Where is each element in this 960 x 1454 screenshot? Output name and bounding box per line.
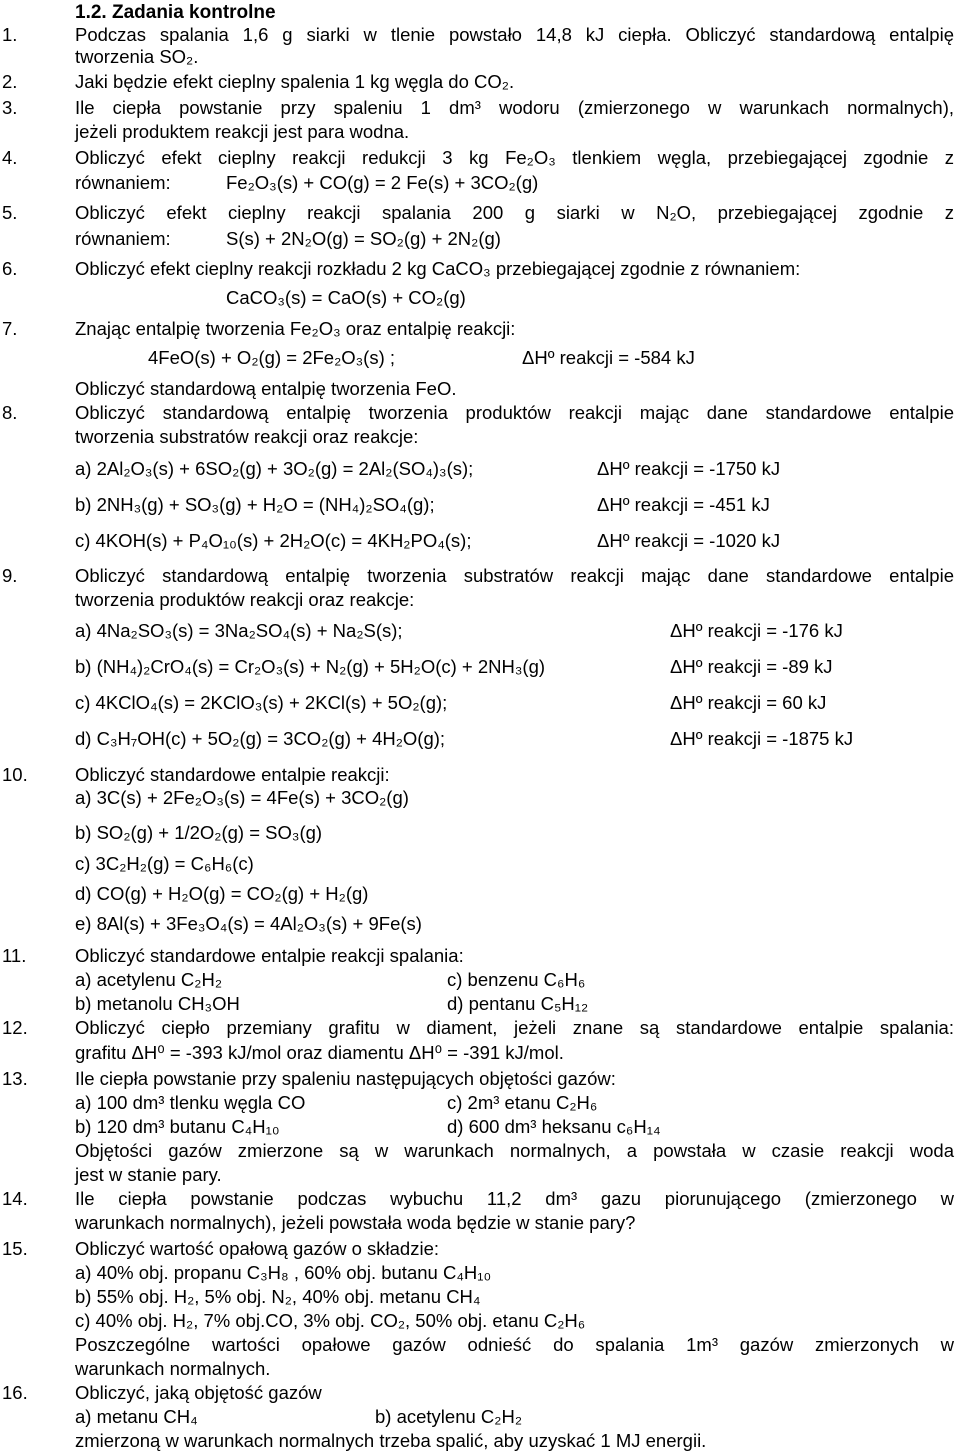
task-text: Obliczyć standardową entalpię tworzenia FeO.	[75, 378, 457, 399]
task-text: Obliczyć standardowe entalpie reakcji spalania:	[75, 945, 464, 966]
task-number: 10.	[2, 764, 28, 785]
task-text: Ile ciepła powstanie podczas wybuchu 11,2 dm³ gazu piorunującego (zmierzonego w	[75, 1188, 954, 1209]
task-text: Ile ciepła powstanie przy spaleniu 1 dm³ wodoru (zmierzonego w warunkach normalnych),	[75, 97, 954, 118]
task-number: 3.	[2, 97, 18, 118]
enthalpy-value: ΔHº reakcji = -1020 kJ	[597, 530, 781, 551]
task-number: 1.	[2, 24, 18, 45]
task-text: grafitu ΔH⁰ = -393 kJ/mol oraz diamentu ΔH⁰ = -391 kJ/mol.	[75, 1042, 564, 1063]
task-text: jeżeli produktem reakcji jest para wodna.	[75, 121, 410, 142]
task-number: 14.	[2, 1188, 28, 1209]
equation: a) 2Al₂O₃(s) + 6SO₂(g) + 3O₂(g) = 2Al₂(SO₄)₃(s);	[75, 458, 474, 479]
task-option: b) 55% obj. H₂, 5% obj. N₂, 40% obj. metanu CH₄	[75, 1286, 481, 1307]
task-option: b) 120 dm³ butanu C₄H₁₀	[75, 1116, 280, 1137]
enthalpy-value: ΔHº reakcji = -451 kJ	[597, 494, 770, 515]
task-text: Znając entalpię tworzenia Fe₂O₃ oraz entalpię reakcji:	[75, 318, 516, 339]
task-text: Obliczyć standardową entalpię tworzenia produktów reakcji mając dane standardowe entalpie	[75, 402, 954, 423]
equation: b) (NH₄)₂CrO₄(s) = Cr₂O₃(s) + N₂(g) + 5H₂O(c) + 2NH₃(g)	[75, 656, 546, 677]
task-text: równaniem:	[75, 172, 171, 193]
task-option: c) 40% obj. H₂, 7% obj.CO, 3% obj. CO₂, 50% obj. etanu C₂H₆	[75, 1310, 586, 1331]
equation: c) 4KClO₄(s) = 2KClO₃(s) + 2KCl(s) + 5O₂(g);	[75, 692, 448, 713]
enthalpy-value: ΔHº reakcji = -584 kJ	[522, 347, 695, 368]
task-text: Obliczyć efekt cieplny reakcji redukcji 3 kg Fe₂O₃ tlenkiem węgla, przebiegającej zgodnie z	[75, 147, 954, 168]
section-heading: 1.2. Zadania kontrolne	[75, 2, 276, 23]
task-text: jest w stanie pary.	[75, 1164, 222, 1185]
task-text: Obliczyć standardową entalpię tworzenia substratów reakcji mając dane standardowe entalpie	[75, 565, 954, 586]
task-text: Ile ciepła powstanie przy spaleniu następujących objętości gazów:	[75, 1068, 616, 1089]
enthalpy-value: ΔHº reakcji = -176 kJ	[670, 620, 843, 641]
task-number: 8.	[2, 402, 18, 423]
task-option: d) 600 dm³ heksanu c₆H₁₄	[447, 1116, 661, 1137]
task-text: warunkach normalnych), jeżeli powstała woda będzie w stanie pary?	[75, 1212, 636, 1233]
task-number: 11.	[2, 945, 27, 966]
task-text: Obliczyć, jaką objętość gazów	[75, 1382, 322, 1403]
task-text: Obliczyć efekt cieplny reakcji spalania 200 g siarki w N₂O, przebiegającej zgodnie z	[75, 202, 954, 223]
equation: Fe₂O₃(s) + CO(g) = 2 Fe(s) + 3CO₂(g)	[226, 172, 539, 193]
task-text: warunkach normalnych.	[75, 1358, 271, 1379]
task-text: tworzenia produktów reakcji oraz reakcje:	[75, 589, 415, 610]
task-text: Obliczyć efekt cieplny reakcji rozkładu 2 kg CaCO₃ przebiegającej zgodnie z równaniem:	[75, 258, 801, 279]
equation: d) CO(g) + H₂O(g) = CO₂(g) + H₂(g)	[75, 883, 369, 904]
task-number: 7.	[2, 318, 18, 339]
task-text: Podczas spalania 1,6 g siarki w tlenie powstało 14,8 kJ ciepła. Obliczyć standardową entalpię	[75, 24, 954, 45]
equation: a) 3C(s) + 2Fe₂O₃(s) = 4Fe(s) + 3CO₂(g)	[75, 787, 409, 808]
task-text: Objętości gazów zmierzone są w warunkach normalnych, a powstała w czasie reakcji woda	[75, 1140, 954, 1161]
task-option: a) acetylenu C₂H₂	[75, 969, 223, 990]
task-option: b) metanolu CH₃OH	[75, 993, 240, 1014]
task-number: 9.	[2, 565, 18, 586]
task-number: 15.	[2, 1238, 28, 1259]
task-text: Jaki będzie efekt cieplny spalenia 1 kg węgla do CO₂.	[75, 71, 515, 92]
task-text: tworzenia substratów reakcji oraz reakcje:	[75, 426, 419, 447]
task-number: 16.	[2, 1382, 28, 1403]
task-option: a) metanu CH₄	[75, 1406, 198, 1427]
equation: d) C₃H₇OH(c) + 5O₂(g) = 3CO₂(g) + 4H₂O(g);	[75, 728, 446, 749]
task-text: równaniem:	[75, 228, 171, 249]
task-option: c) 2m³ etanu C₂H₆	[447, 1092, 598, 1113]
task-number: 4.	[2, 147, 18, 168]
enthalpy-value: ΔHº reakcji = -1750 kJ	[597, 458, 781, 479]
task-number: 6.	[2, 258, 18, 279]
task-text: zmierzoną w warunkach normalnych trzeba spalić, aby uzyskać 1 MJ energii.	[75, 1430, 707, 1451]
enthalpy-value: ΔHº reakcji = -89 kJ	[670, 656, 833, 677]
task-option: c) benzenu C₆H₆	[447, 969, 586, 990]
equation: CaCO₃(s) = CaO(s) + CO₂(g)	[226, 287, 466, 308]
enthalpy-value: ΔHº reakcji = 60 kJ	[670, 692, 827, 713]
equation: a) 4Na₂SO₃(s) = 3Na₂SO₄(s) + Na₂S(s);	[75, 620, 403, 641]
task-number: 5.	[2, 202, 18, 223]
task-number: 13.	[2, 1068, 28, 1089]
task-option: b) acetylenu C₂H₂	[375, 1406, 523, 1427]
equation: e) 8Al(s) + 3Fe₃O₄(s) = 4Al₂O₃(s) + 9Fe(s)	[75, 913, 422, 934]
task-text: Poszczególne wartości opałowe gazów odnieść do spalania 1m³ gazów zmierzonych w	[75, 1334, 954, 1355]
task-option: d) pentanu C₅H₁₂	[447, 993, 589, 1014]
equation: c) 3C₂H₂(g) = C₆H₆(c)	[75, 853, 254, 874]
task-text: Obliczyć wartość opałową gazów o składzie:	[75, 1238, 439, 1259]
equation: S(s) + 2N₂O(g) = SO₂(g) + 2N₂(g)	[226, 228, 501, 249]
task-option: a) 40% obj. propanu C₃H₈ , 60% obj. butanu C₄H₁₀	[75, 1262, 492, 1283]
task-text: Obliczyć standardowe entalpie reakcji:	[75, 764, 390, 785]
enthalpy-value: ΔHº reakcji = -1875 kJ	[670, 728, 854, 749]
equation: 4FeO(s) + O₂(g) = 2Fe₂O₃(s) ;	[148, 347, 396, 368]
equation: c) 4KOH(s) + P₄O₁₀(s) + 2H₂O(c) = 4KH₂PO₄(s);	[75, 530, 472, 551]
task-number: 12.	[2, 1017, 28, 1038]
task-number: 2.	[2, 71, 18, 92]
equation: b) SO₂(g) + 1/2O₂(g) = SO₃(g)	[75, 822, 323, 843]
task-text: Obliczyć ciepło przemiany grafitu w diament, jeżeli znane są standardowe entalpie spalania:	[75, 1017, 954, 1038]
task-text: tworzenia SO₂.	[75, 46, 199, 67]
task-option: a) 100 dm³ tlenku węgla CO	[75, 1092, 306, 1113]
equation: b) 2NH₃(g) + SO₃(g) + H₂O = (NH₄)₂SO₄(g);	[75, 494, 435, 515]
